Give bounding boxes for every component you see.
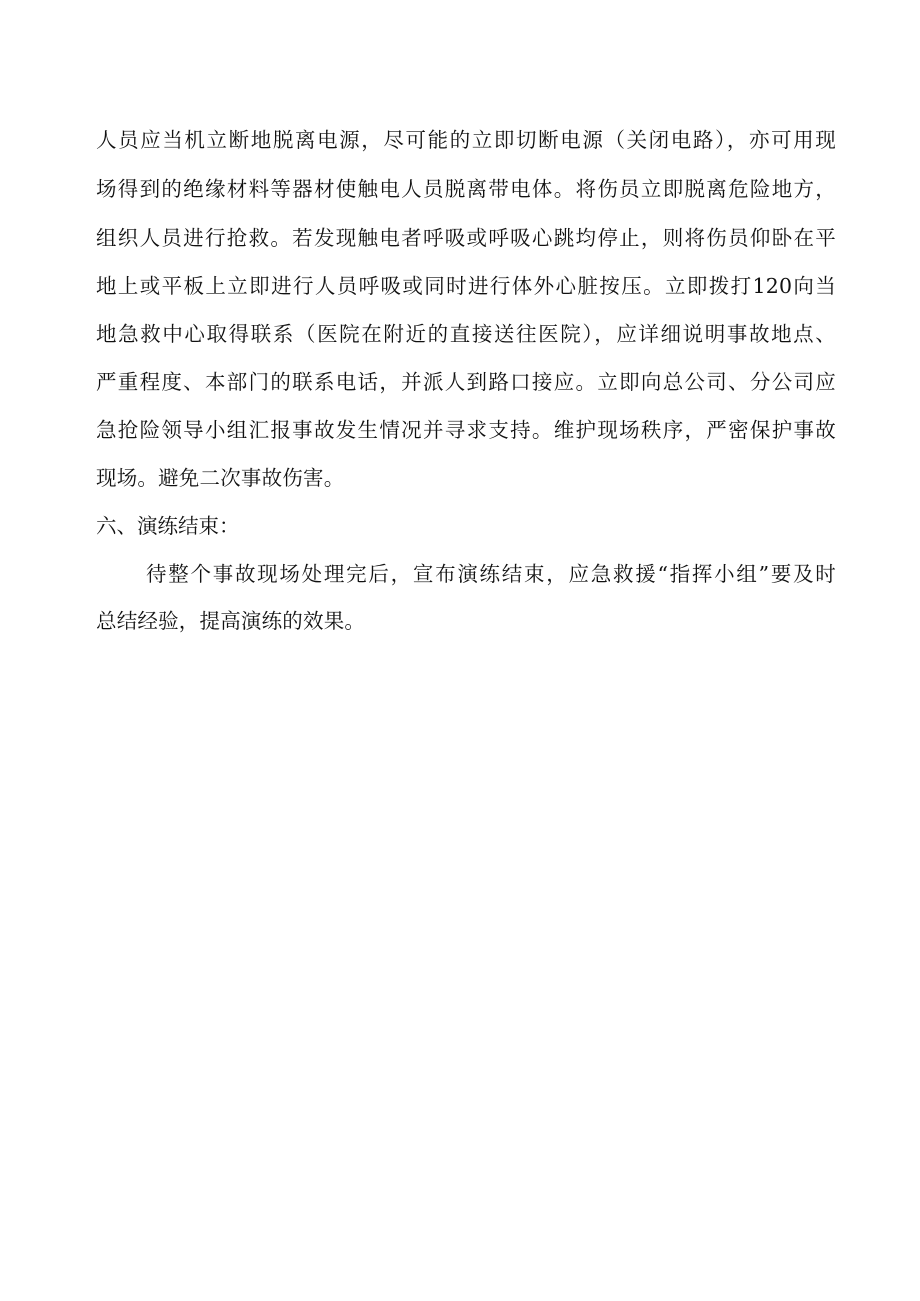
body-text-line: 现场。避免二次事故伤害。: [96, 466, 345, 490]
body-text-line: 地急救中心取得联系（医院在附近的直接送往医院），应详细说明事故地点、: [96, 322, 836, 346]
body-text-line: 人员应当机立断地脱离电源，尽可能的立即切断电源（关闭电路），亦可用现: [96, 128, 836, 152]
body-text-line: 组织人员进行抢救。若发现触电者呼吸或呼吸心跳均停止，则将伤员仰卧在平: [96, 226, 836, 250]
section-heading: 六、演练结束：: [96, 514, 240, 538]
body-text-line: 急抢险领导小组汇报事故发生情况并寻求支持。维护现场秩序，严密保护事故: [96, 418, 836, 442]
body-text-line: 总结经验，提高演练的效果。: [96, 609, 366, 633]
body-text-line: 地上或平板上立即进行人员呼吸或同时进行体外心脏按压。立即拨打120向当: [96, 274, 836, 298]
body-text-line: 严重程度、本部门的联系电话，并派人到路口接应。立即向总公司、分公司应: [96, 370, 836, 394]
body-text-line: 场得到的绝缘材料等器材使触电人员脱离带电体。将伤员立即脱离危险地方，: [96, 177, 836, 201]
body-text-line: 待整个事故现场处理完后，宣布演练结束，应急救援“指挥小组”要及时: [146, 562, 836, 586]
